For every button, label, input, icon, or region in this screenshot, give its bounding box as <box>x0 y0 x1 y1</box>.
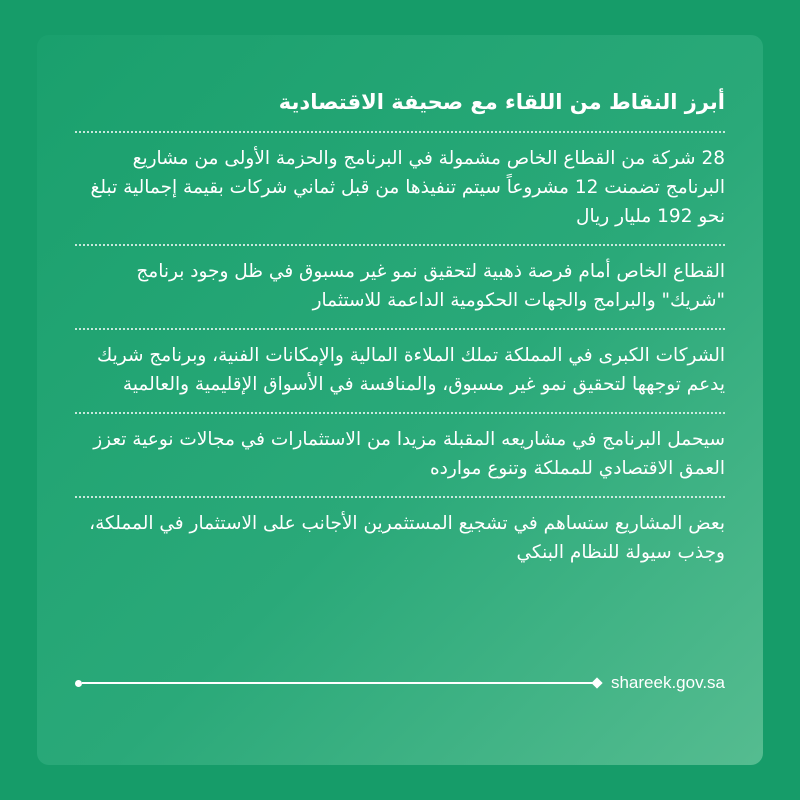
footer-diamond-icon <box>591 677 602 688</box>
website-link[interactable]: shareek.gov.sa <box>610 673 725 692</box>
page-title: أبرز النقاط من اللقاء مع صحيفة الاقتصادية <box>278 90 725 114</box>
point-4: سيحمل البرنامج في مشاريعه المقبلة مزيدا من الاستثمارات في مجالات نوعية تعزز العمق الاقتصادي للمملكة وتنوع موارده <box>93 429 725 479</box>
footer <box>75 671 725 695</box>
info-card <box>37 35 763 765</box>
point-2: القطاع الخاص أمام فرصة ذهبية لتحقيق نمو غير مسبوق في ظل وجود برنامج "شريك" والبرامج والجهات الحكومية الداعمة للاستثمار <box>136 261 725 311</box>
footer-line <box>82 682 593 684</box>
point-5: بعض المشاريع ستساهم في تشجيع المستثمرين الأجانب على الاستثمار في المملكة، وجذب سيولة للنظام البنكي <box>89 513 725 563</box>
point-1: 28 شركة من القطاع الخاص مشمولة في البرنامج والحزمة الأولى من مشاريع البرنامج تضمنت 12 مشروعاً سيتم تنفيذها من قبل ثماني شركات بقيمة إجمالية تبلغ نحو 192 مليار ريال <box>90 148 725 227</box>
card-content <box>75 75 725 580</box>
point-3: الشركات الكبرى في المملكة تملك الملاءة المالية والإمكانات الفنية، وبرنامج شريك يدعم توجهها لتحقيق نمو غير مسبوق، والمنافسة في الأسواق الإقليمية والعالمية <box>97 345 725 395</box>
footer-dot <box>75 680 82 687</box>
